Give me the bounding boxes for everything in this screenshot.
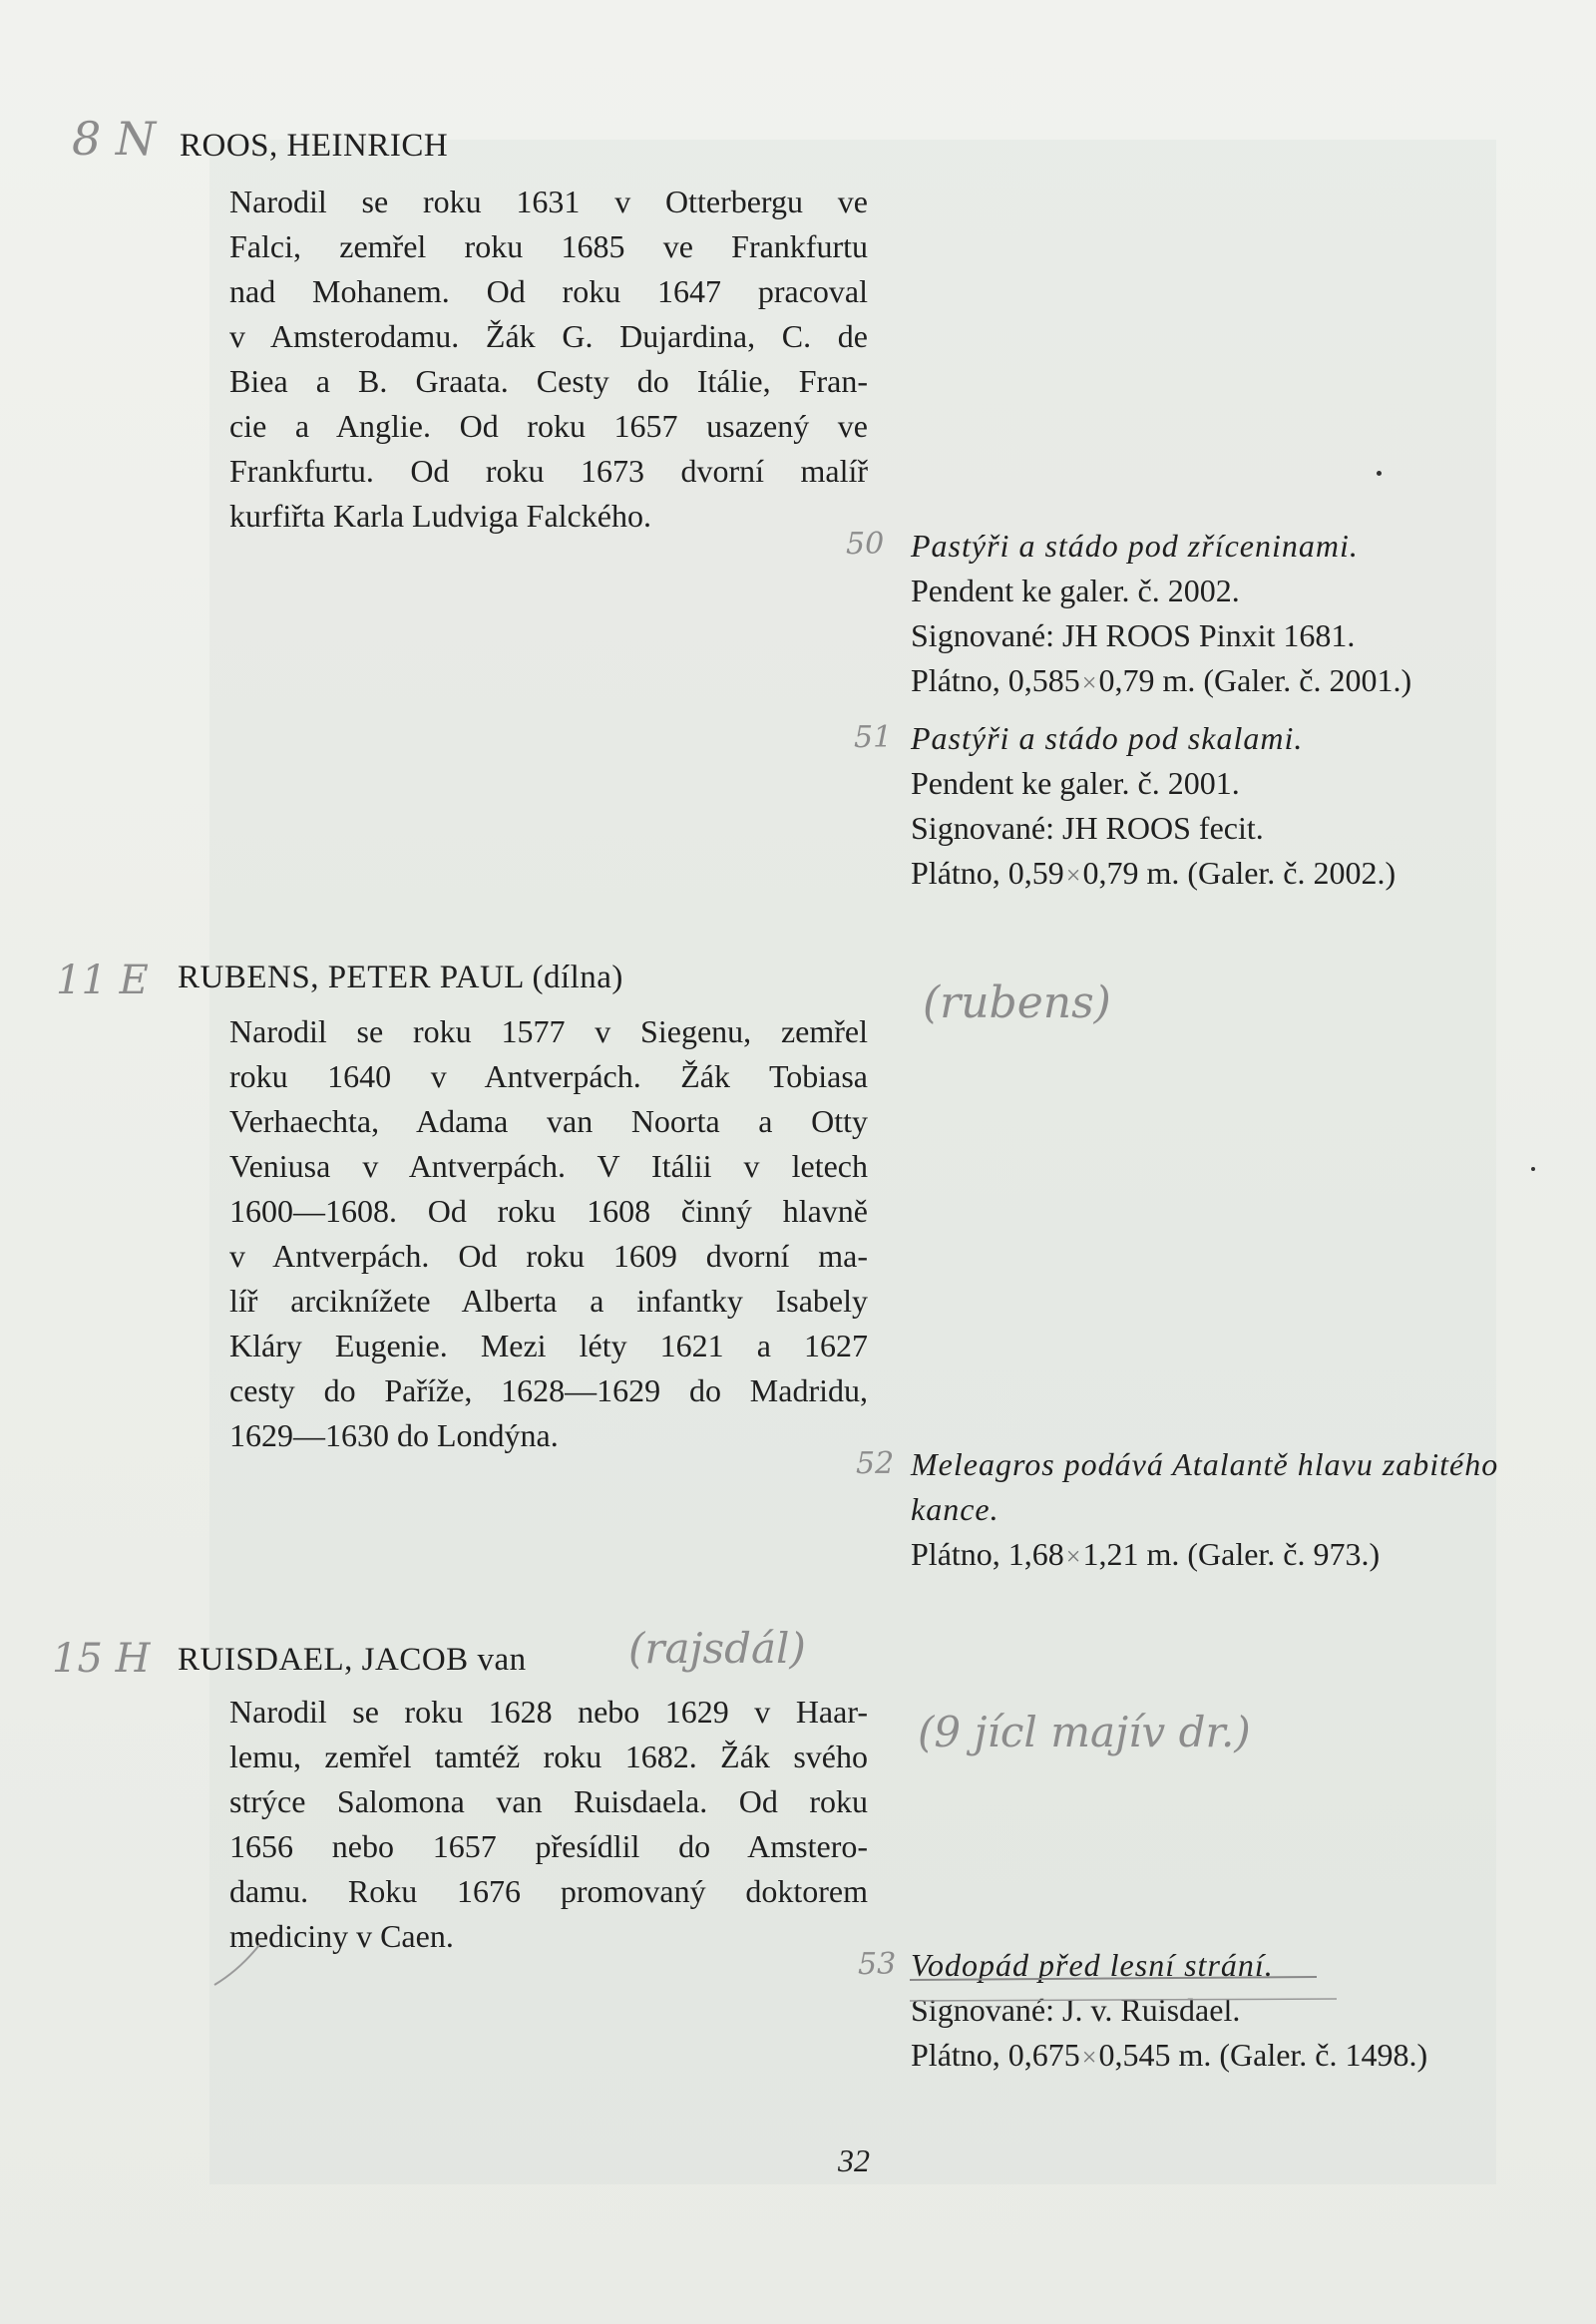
artwork-signature: Signované: JH ROOS fecit. — [911, 810, 1264, 846]
bio-line: 1629—1630 do Londýna. — [229, 1417, 559, 1453]
bio-line: v Antverpách. Od roku 1609 dvorní ma- — [229, 1238, 868, 1274]
artwork-note: Pendent ke galer. č. 2002. — [911, 573, 1240, 608]
bio-line: 1656 nebo 1657 přesídlil do Amstero- — [229, 1828, 868, 1864]
artwork-title-continued: kance. — [911, 1491, 999, 1527]
artwork-title: Meleagros podává Atalantě hlavu zabitého — [911, 1446, 1499, 1482]
artwork-signature: Signované: J. v. Ruisdael. — [911, 1992, 1241, 2028]
artwork-note: Pendent ke galer. č. 2001. — [911, 765, 1240, 801]
ink-dot — [1531, 1167, 1535, 1171]
bio-line: líř arciknížete Alberta a infantky Isabely — [229, 1283, 868, 1319]
handwritten-annotation: 8 N — [72, 112, 157, 166]
bio-line: cesty do Paříže, 1628—1629 do Madridu, — [229, 1372, 868, 1408]
handwritten-annotation: 53 — [858, 1947, 897, 1982]
handwritten-annotation: 51 — [854, 720, 893, 755]
handwritten-note: (rajsdál) — [628, 1624, 806, 1673]
bio-line: strýce Salomona van Ruisdaela. Od roku — [229, 1783, 868, 1819]
bio-line: Narodil se roku 1577 v Siegenu, zemřel — [229, 1013, 868, 1049]
handwritten-note: (9 jícl majív dr.) — [918, 1708, 1251, 1756]
artist-heading: ROOS, HEINRICH — [180, 128, 449, 164]
artwork-signature: Signované: JH ROOS Pinxit 1681. — [911, 617, 1356, 653]
bio-line: Narodil se roku 1631 v Otterbergu ve — [229, 184, 868, 219]
artwork-dimensions: Plátno, 0,675×0,545 m. (Galer. č. 1498.) — [911, 2037, 1428, 2073]
bio-line: cie a Anglie. Od roku 1657 usazený ve — [229, 408, 868, 444]
bio-line: Verhaechta, Adama van Noorta a Otty — [229, 1103, 868, 1139]
pen-stroke — [214, 1945, 259, 1985]
bio-line: v Amsterodamu. Žák G. Dujardina, C. de — [229, 318, 868, 354]
handwritten-note: (rubens) — [923, 977, 1111, 1028]
artwork-title: Pastýři a stádo pod skalami. — [911, 720, 1304, 756]
bio-line: Falci, zemřel roku 1685 ve Frankfurtu — [229, 228, 868, 264]
bio-line: Narodil se roku 1628 nebo 1629 v Haar- — [229, 1694, 868, 1730]
artist-heading: RUBENS, PETER PAUL (dílna) — [178, 960, 623, 995]
underline-mark — [910, 1999, 1337, 2001]
bio-line: Kláry Eugenie. Mezi léty 1621 a 1627 — [229, 1328, 868, 1363]
artwork-title: Pastýři a stádo pod zříceninami. — [911, 528, 1359, 564]
bio-line: damu. Roku 1676 promovaný doktorem — [229, 1873, 868, 1909]
page-number: 32 — [838, 2142, 870, 2178]
artwork-dimensions: Plátno, 1,68×1,21 m. (Galer. č. 973.) — [911, 1536, 1381, 1572]
handwritten-annotation: 50 — [846, 527, 885, 562]
bio-line: lemu, zemřel tamtéž roku 1682. Žák svého — [229, 1739, 868, 1774]
underline-mark — [910, 1977, 1317, 1980]
handwritten-annotation: 11 E — [56, 958, 149, 1003]
ink-dot — [1377, 471, 1382, 476]
artist-heading: RUISDAEL, JACOB van — [178, 1642, 527, 1678]
bio-line: Frankfurtu. Od roku 1673 dvorní malíř — [229, 453, 868, 489]
bio-line: Biea a B. Graata. Cesty do Itálie, Fran- — [229, 363, 868, 399]
bio-line: mediciny v Caen. — [229, 1918, 454, 1954]
handwritten-annotation: 52 — [856, 1446, 895, 1481]
bio-line: roku 1640 v Antverpách. Žák Tobiasa — [229, 1058, 868, 1094]
bio-line: nad Mohanem. Od roku 1647 pracoval — [229, 273, 868, 309]
artwork-dimensions: Plátno, 0,585×0,79 m. (Galer. č. 2001.) — [911, 662, 1412, 698]
handwritten-annotation: 15 H — [52, 1636, 151, 1682]
artwork-title: Vodopád před lesní strání. — [911, 1947, 1274, 1983]
bio-line: kurfiřta Karla Ludviga Falckého. — [229, 498, 651, 534]
bio-line: 1600—1608. Od roku 1608 činný hlavně — [229, 1193, 868, 1229]
artwork-dimensions: Plátno, 0,59×0,79 m. (Galer. č. 2002.) — [911, 855, 1396, 891]
bio-line: Veniusa v Antverpách. V Itálii v letech — [229, 1148, 868, 1184]
